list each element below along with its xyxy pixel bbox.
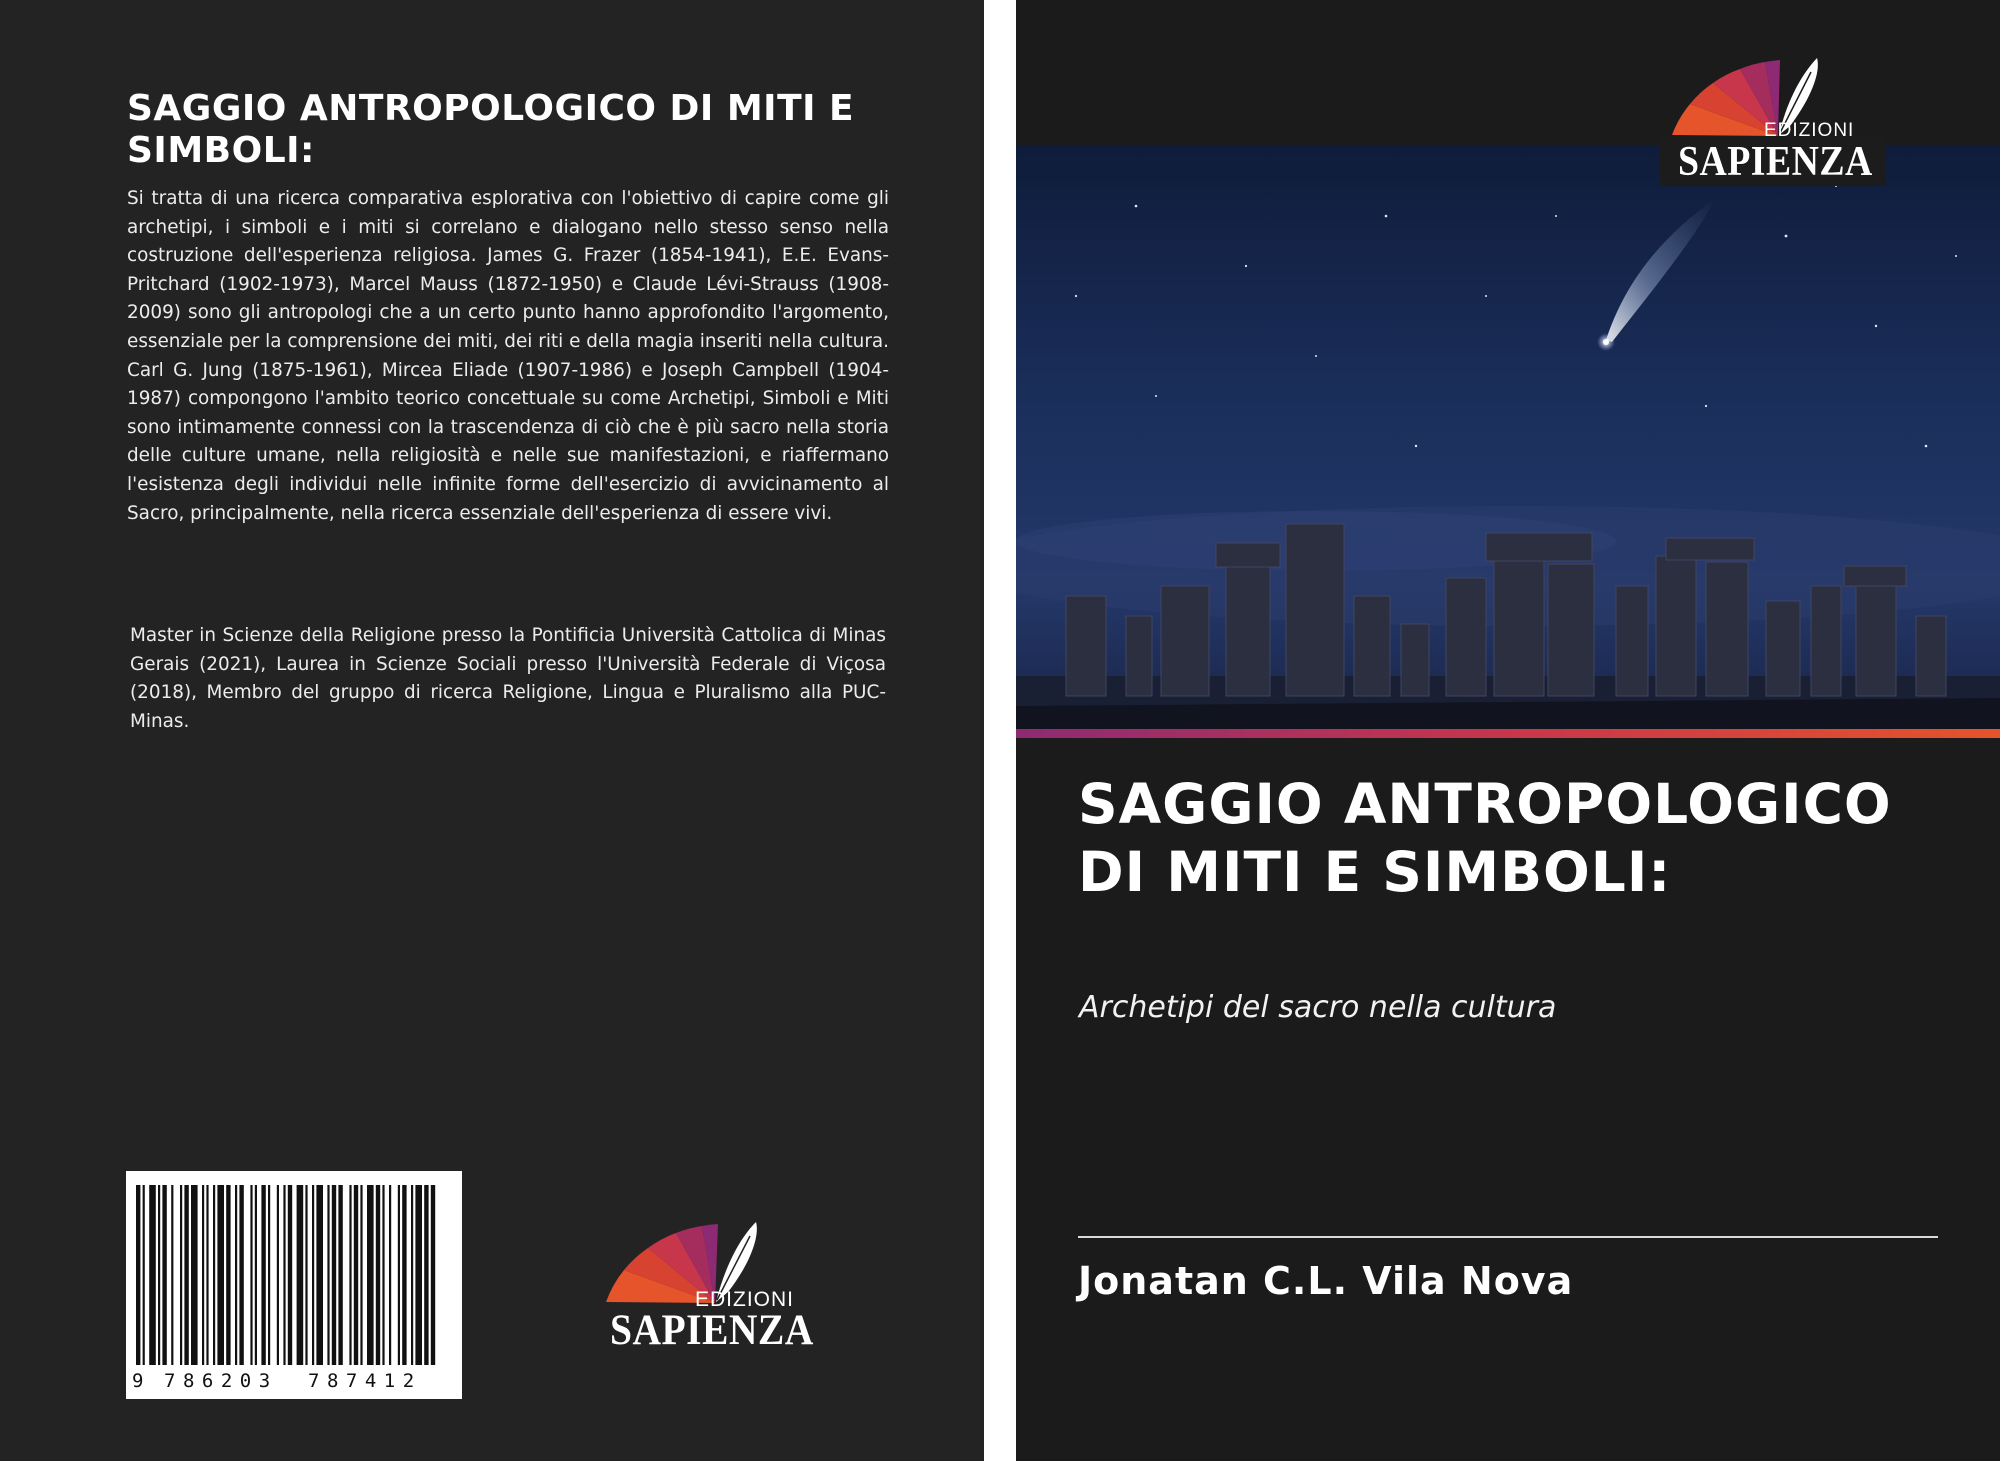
publisher-edizioni: EDIZIONI [1764,120,1855,141]
barcode-bar [136,1185,140,1365]
barcode-bar [424,1185,428,1365]
barcode-bar [158,1185,160,1365]
stonehenge-night-photo [1016,146,2000,730]
barcode-bar [213,1185,215,1365]
color-stripe [1016,729,2000,738]
barcode-bar [180,1185,182,1365]
barcode-bar [431,1185,435,1365]
barcode-bar [268,1185,270,1365]
barcode-bar [305,1185,307,1365]
barcode-bars [126,1171,462,1399]
barcode-bar [349,1185,351,1365]
barcode-bar [226,1185,230,1365]
barcode-digit-group-2: 786203 [164,1370,278,1392]
barcode-bar [217,1185,224,1365]
barcode-bar [171,1185,173,1365]
barcode-bar [332,1185,336,1365]
front-cover-title: SAGGIO ANTROPOLOGICO DI MITI E SIMBOLI: [1078,772,1892,904]
barcode-bar [382,1185,384,1365]
publisher-logo-front [1660,56,1886,186]
barcode-bar [402,1185,406,1365]
barcode-bar [376,1185,380,1365]
back-cover [0,0,984,1461]
barcode-digit-group-3: 787412 [308,1370,422,1392]
barcode-bar [261,1185,265,1365]
back-cover-title: SAGGIO ANTROPOLOGICO DI MITI E SIMBOLI: [127,88,855,171]
barcode-bar [411,1185,413,1365]
barcode-bar [360,1185,362,1365]
barcode-bar [250,1185,252,1365]
barcode-bar [338,1185,342,1365]
author-name: Jonatan C.L. Vila Nova [1078,1259,1574,1303]
front-cover-subtitle: Archetipi del sacro nella cultura [1079,990,1557,1025]
barcode-bar [389,1185,391,1365]
cover-gap [984,0,1016,1461]
barcode-digit-group-1: 9 [132,1370,144,1392]
barcode-bar [316,1185,323,1365]
barcode-bar [367,1185,374,1365]
barcode-bar [206,1185,208,1365]
barcode-bar [283,1185,285,1365]
barcode-bar [398,1185,400,1365]
author-bio: Master in Scienze della Religione presso la Pontificia Università Cattolica di Minas Gerais (2021), Laurea in Scienze Sociali presso l'Università Federale di Viçosa (2018), Membro del gruppo di ricerca Religione, Lingua e Pluralismo alla PUC-Minas. [130,625,886,732]
barcode-bar [149,1185,156,1365]
barcode-bar [327,1185,329,1365]
back-cover-blurb: Si tratta di una ricerca comparativa esplorativa con l'obiettivo di capire come gli archetipi, i simboli e i miti si correlano e dialogano nello stesso senso nella costruzione dell'esperienza religiosa. James G. Frazer (1854-1941), E.E. Evans-Pritchard (1902-1973), Marcel Mauss (1872-1950) e Claude Lévi-Strauss (1908-2009) sono gli antropologi che a un certo punto hanno approfondito l'argomento, essenziale per la comprensione dei miti, dei riti e della magia inseriti nella cultura. Carl G. Jung (1875-1961), Mircea Eliade (1907-1986) e Joseph Campbell (1904-1987) compongono l'ambito teorico concettuale su come Archetipi, Simboli e Miti sono intimamente connessi con la trascendenza di ciò che è più sacro nella storia delle culture umane, nella religiosità e nelle sue manifestazioni, e riaffermano l'esistenza degli individui nelle infinite forme dell'esercizio di avvicinamento al Sacro, principalmente, nella ricerca essenziale dell'esperienza di essere vivi. [127,188,889,524]
barcode-bar [288,1185,292,1365]
barcode-bar [255,1185,257,1365]
barcode-bar [143,1185,145,1365]
publisher-edizioni: EDIZIONI [695,1288,795,1311]
front-cover [1016,0,2000,1461]
barcode-bar [162,1185,166,1365]
barcode-bar [277,1185,279,1365]
barcode-bar [202,1185,204,1365]
publisher-sapienza: SAPIENZA [610,1307,814,1354]
barcode-bar [415,1185,422,1365]
publisher-sapienza: SAPIENZA [1678,139,1873,185]
barcode-bar [235,1185,237,1365]
isbn-barcode [126,1171,462,1399]
publisher-logo-back [600,1218,830,1353]
barcode-bar [297,1185,304,1365]
barcode-bar [312,1185,314,1365]
barcode-bar [184,1185,188,1365]
barcode-bar [191,1185,198,1365]
barcode-bar [239,1185,243,1365]
barcode-bar [354,1185,358,1365]
author-divider [1078,1236,1938,1238]
